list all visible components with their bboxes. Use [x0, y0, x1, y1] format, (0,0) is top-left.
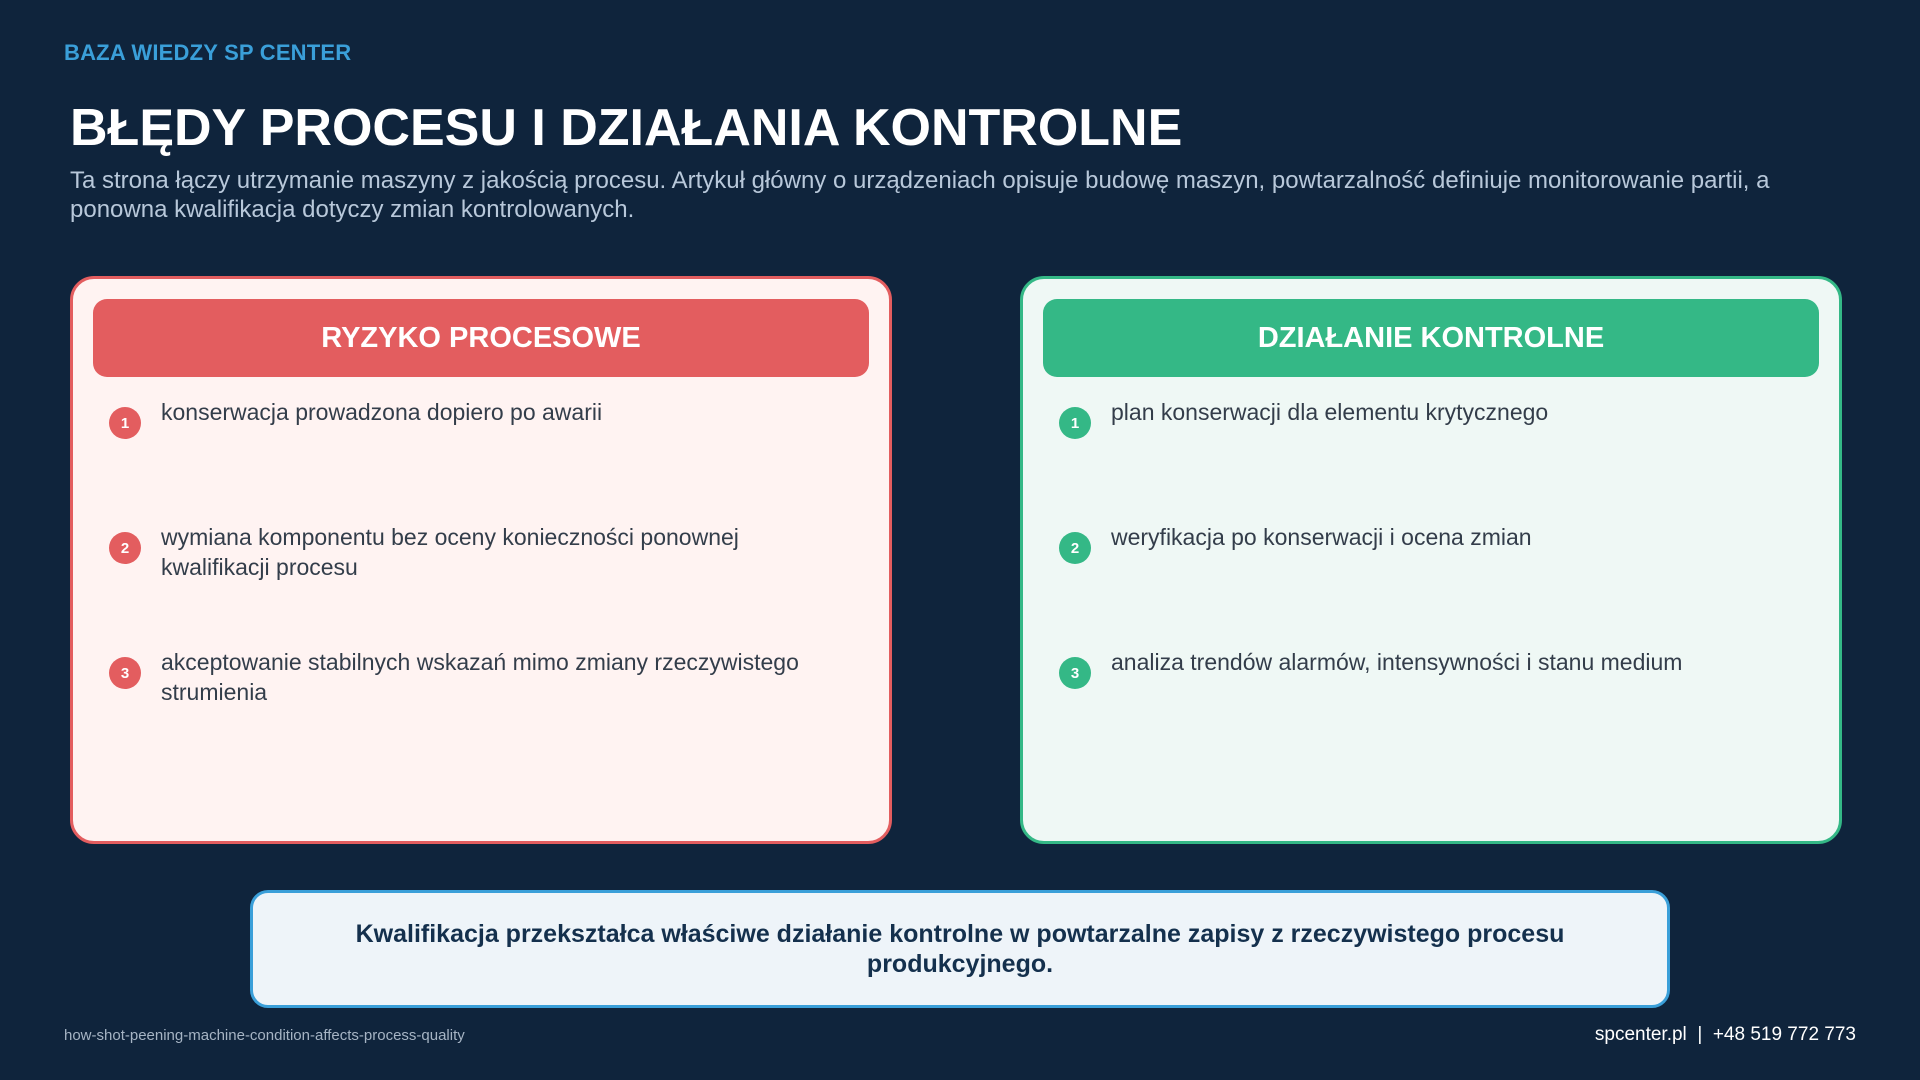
control-card-heading: DZIAŁANIE KONTROLNE	[1043, 299, 1819, 377]
number-badge: 1	[109, 407, 141, 439]
number-badge: 3	[109, 657, 141, 689]
control-card	[1020, 276, 1842, 844]
risk-item-2	[109, 522, 849, 582]
control-item-text: weryfikacja po konserwacji i ocena zmian	[1111, 524, 1532, 550]
control-item-3	[1059, 647, 1799, 689]
control-item-2	[1059, 522, 1799, 564]
control-item-1	[1059, 397, 1799, 439]
page-subtitle: Ta strona łączy utrzymanie maszyny z jakością procesu. Artykuł główny o urządzeniach opisuje budowę maszyn, powtarzalność definiuje monitorowanie partii, a ponowna kwalifikacja dotyczy zmian kontrolowanych.	[70, 167, 1770, 223]
risk-item-1	[109, 397, 849, 439]
brand-label: BAZA WIEDZY SP CENTER	[64, 40, 352, 65]
risk-card	[70, 276, 892, 844]
control-item-text: plan konserwacji dla elementu krytycznego	[1111, 399, 1549, 425]
risk-item-text: wymiana komponentu bez oceny konieczności ponownej kwalifikacji procesu	[161, 524, 739, 580]
summary-callout-text: Kwalifikacja przekształca właściwe działanie kontrolne w powtarzalne zapisy z rzeczywistego procesu produkcyjnego.	[355, 920, 1565, 978]
number-badge: 2	[109, 532, 141, 564]
risk-item-3	[109, 647, 849, 707]
number-badge: 2	[1059, 532, 1091, 564]
risk-card-heading: RYZYKO PROCESOWE	[93, 299, 869, 377]
number-badge: 3	[1059, 657, 1091, 689]
page-title: BŁĘDY PROCESU I DZIAŁANIA KONTROLNE	[70, 99, 1183, 157]
summary-callout	[250, 890, 1670, 1008]
number-badge: 1	[1059, 407, 1091, 439]
risk-item-text: konserwacja prowadzona dopiero po awarii	[161, 399, 603, 425]
footer-contact: spcenter.pl | +48 519 772 773	[1594, 1024, 1856, 1045]
footer-slug: how-shot-peening-machine-condition-affects-process-quality	[64, 1027, 465, 1044]
risk-item-text: akceptowanie stabilnych wskazań mimo zmiany rzeczywistego strumienia	[161, 649, 799, 705]
control-item-text: analiza trendów alarmów, intensywności i stanu medium	[1111, 649, 1683, 675]
